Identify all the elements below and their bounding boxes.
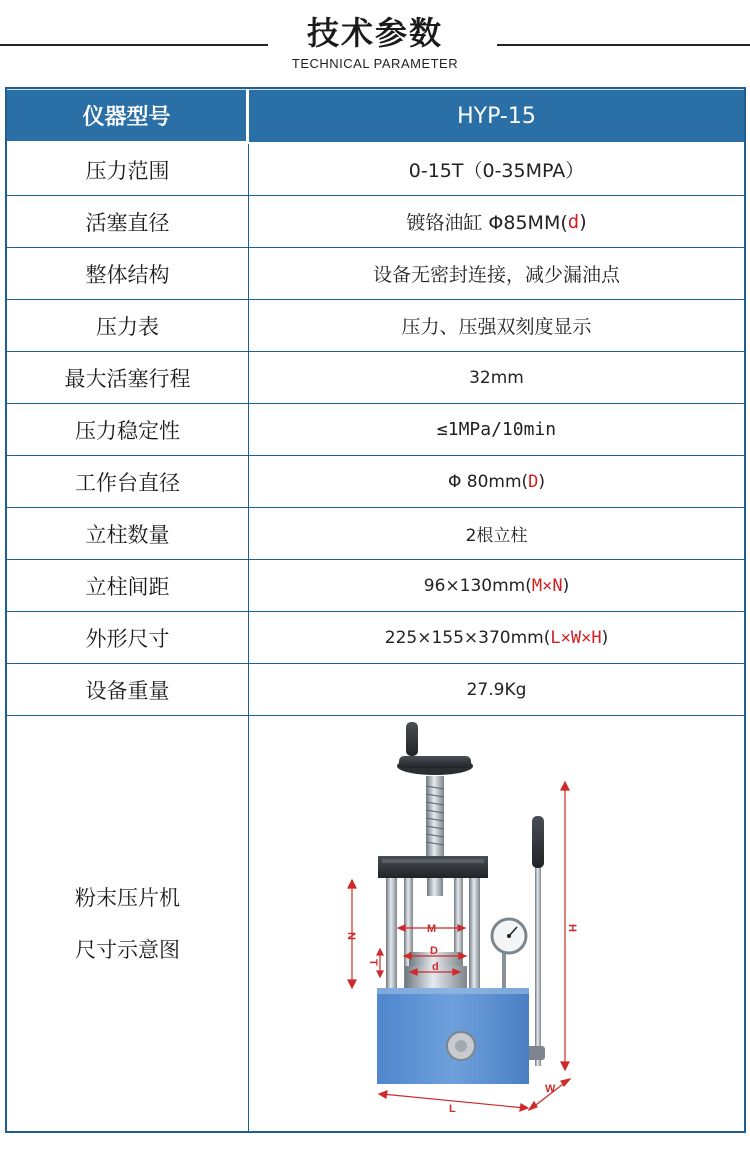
section-header [0, 0, 750, 80]
row-label: 整体结构 [7, 248, 249, 299]
row-label: 最大活塞行程 [7, 352, 249, 403]
table-row [7, 508, 744, 560]
parameter-table [5, 87, 746, 1133]
diagram-row [7, 716, 744, 1131]
table-header-row [7, 89, 744, 144]
table-row [7, 404, 744, 456]
value-highlight: d [567, 210, 580, 233]
row-label: 工作台直径 [7, 456, 249, 507]
dim-label-big-d: D [430, 945, 438, 957]
value-text: 225×155×370mm( [384, 627, 551, 648]
row-value: 2根立柱 [465, 526, 528, 546]
caption-line-1: 粉末压片机 [75, 885, 180, 910]
dim-label-l: L [449, 1103, 456, 1115]
row-label: 活塞直径 [7, 196, 249, 247]
row-value [249, 456, 744, 507]
dim-label-h: H [566, 924, 578, 932]
row-label: 设备重量 [7, 664, 249, 715]
model-label: 仪器型号 [7, 89, 249, 141]
table-row [7, 456, 744, 508]
dim-label-small-d: d [432, 961, 439, 973]
table-row [7, 300, 744, 352]
table-row [7, 144, 744, 196]
model-value: HYP-15 [249, 89, 744, 142]
row-value: 0-15T（0-35MPA） [408, 160, 585, 182]
pillar-right [469, 878, 480, 988]
value-highlight: M×N [531, 575, 563, 596]
value-text: ) [579, 210, 587, 233]
value-text: ) [538, 471, 546, 492]
row-value: ≤1MPa/10min [436, 419, 557, 440]
top-handle [406, 722, 418, 756]
value-text: Φ 80mm( [447, 471, 529, 492]
powder-press-diagram [249, 716, 744, 1131]
table-row [7, 196, 744, 248]
diagram-cell [249, 716, 744, 1131]
value-highlight: D [528, 471, 539, 492]
row-label: 外形尺寸 [7, 612, 249, 663]
row-label: 压力范围 [7, 144, 249, 195]
table-row [7, 664, 744, 716]
dim-label-n: N [345, 932, 357, 940]
row-value [249, 560, 744, 611]
row-label: 压力表 [7, 300, 249, 351]
section-subtitle: TECHNICAL PARAMETER [291, 56, 459, 71]
row-value: 32mm [469, 367, 524, 388]
value-text: ) [601, 627, 609, 648]
value-text: 镀铬油缸 Φ85MM( [406, 212, 568, 234]
dim-label-t: T [367, 959, 379, 966]
table-row [7, 248, 744, 300]
table-row [7, 560, 744, 612]
row-label: 压力稳定性 [7, 404, 249, 455]
pillar-left [386, 878, 397, 988]
value-text: ) [562, 575, 570, 596]
table-row [7, 352, 744, 404]
caption-line-2: 尺寸示意图 [75, 937, 180, 962]
value-text: 96×130mm( [423, 575, 532, 596]
dim-label-w: W [545, 1083, 556, 1095]
table-row [7, 612, 744, 664]
row-value [249, 612, 744, 663]
pump-lever-grip [532, 816, 544, 868]
row-value: 压力、压强双刻度显示 [401, 316, 592, 338]
row-value: 设备无密封连接，减少漏油点 [372, 264, 620, 286]
pump-lever [535, 866, 541, 1066]
value-highlight: L×W×H [550, 627, 602, 648]
section-title: 技术参数 [306, 14, 443, 52]
row-label: 立柱数量 [7, 508, 249, 559]
diagram-caption [7, 716, 249, 1131]
dim-label-m: M [427, 923, 437, 935]
row-label: 立柱间距 [7, 560, 249, 611]
row-value [249, 196, 744, 247]
row-value: 27.9Kg [466, 679, 527, 700]
upper-die [427, 878, 443, 896]
